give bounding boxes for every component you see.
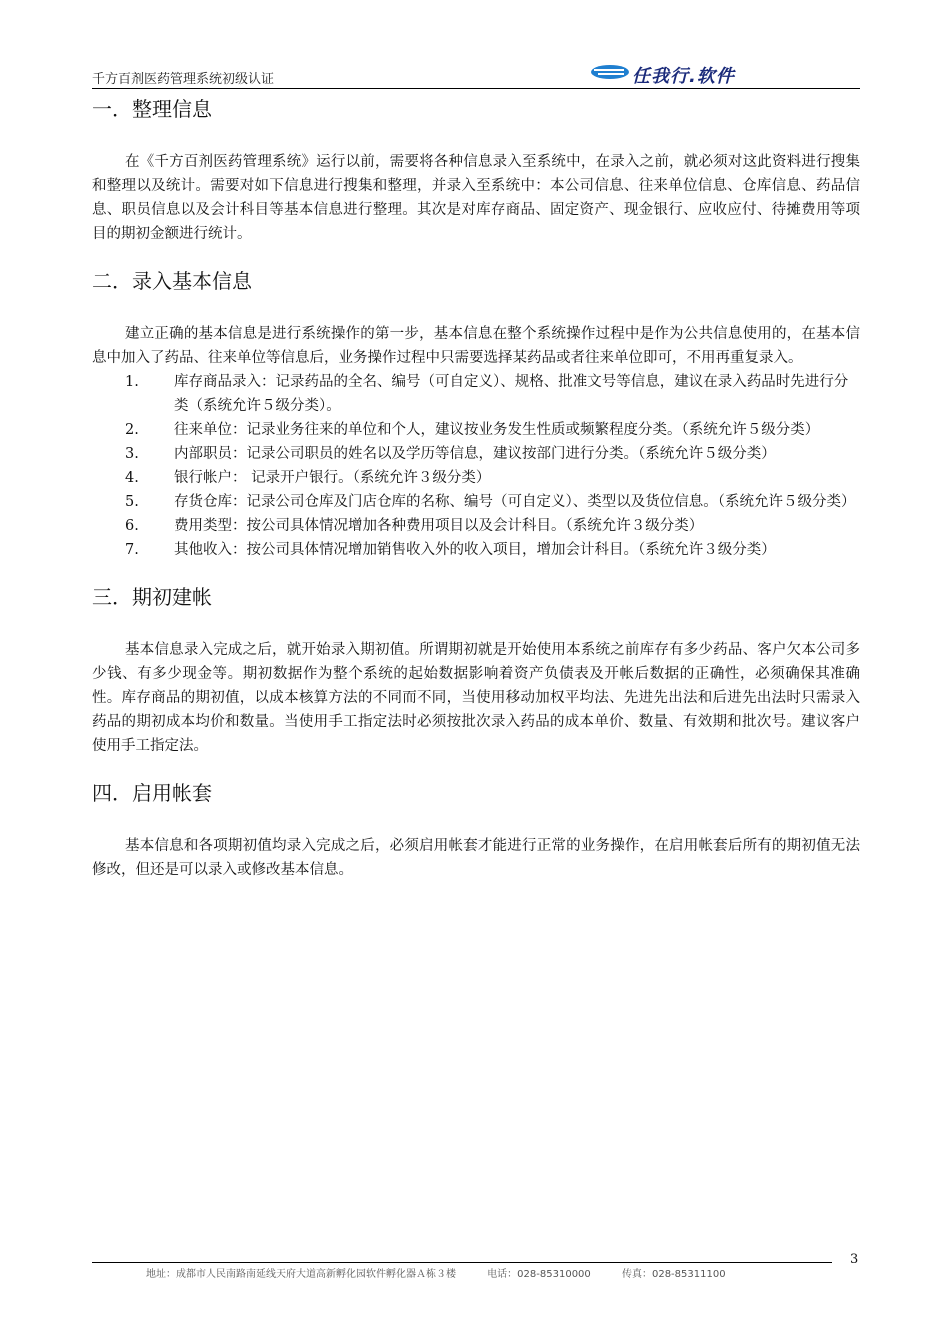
basic-info-list (92, 370, 860, 562)
list-item: 5. 存货仓库：记录公司仓库及门店仓库的名称、编号（可自定义）、类型以及货位信息。（系统允许５级分类） (125, 494, 856, 510)
section-paragraph: 在《千方百剂医药管理系统》运行以前，需要将各种信息录入至系统中，在录入之前，就必须对这此资料进行搜集和整理以及统计。需要对如下信息进行搜集和整理，并录入至系统中：本公司信息、往来单位信息、仓库信息、药品信息、职员信息以及会计科目等基本信息进行整理。其次是对库存商品、固定资产、现金银行、应收应付、待摊费用等项目的期初金额进行统计。 (92, 154, 860, 242)
footer-divider (92, 1262, 832, 1263)
section-title-enable-account: 四．启用帐套 (92, 781, 212, 805)
footer-phone: 电话：028-85310000 (487, 1269, 591, 1280)
page-number: 3 (850, 1252, 859, 1267)
section-paragraph: 基本信息录入完成之后，就开始录入期初值。所谓期初就是开始使用本系统之前库存有多少药品、客户欠本公司多少钱、有多少现金等。期初数据作为整个系统的起始数据影响着资产负债表及开帐后数据的正确性，必须确保其准确性。库存商品的期初值，以成本核算方法的不同而不同，当使用移动加权平均法、先进先出法和后进先出法时只需录入药品的期初成本均价和数量。当使用手工指定法时必须按批次录入药品的成本单价、数量、有效期和批次号。建议客户使用手工指定法。 (92, 642, 860, 754)
section-title-opening-balance: 三．期初建帐 (92, 585, 212, 609)
list-item: 3. 内部职员：记录公司职员的姓名以及学历等信息，建议按部门进行分类。（系统允许５级分类） (125, 446, 776, 462)
list-item: 6. 费用类型：按公司具体情况增加各种费用项目以及会计科目。（系统允许３级分类） (125, 518, 704, 534)
page-header (92, 66, 860, 89)
list-item: 7. 其他收入：按公司具体情况增加销售收入外的收入项目，增加会计科目。（系统允许３级分类） (125, 542, 776, 558)
section-paragraph: 建立正确的基本信息是进行系统操作的第一步，基本信息在整个系统操作过程中是作为公共信息使用的，在基本信息中加入了药品、往来单位等信息后，业务操作过程中只需要选择某药品或者往来单位即可，不用再重复录入。 (92, 326, 860, 366)
list-item: 1. 库存商品录入：记录药品的全名、编号（可自定义）、规格、批准文号等信息，建议在录入药品时先进行分类（系统允许５级分类）。 (125, 374, 849, 414)
header-title: 千方百剂医药管理系统初级认证 (92, 72, 275, 87)
list-item: 4. 银行帐户： 记录开户银行。（系统允许３级分类） (125, 470, 491, 486)
logo-swoosh-icon (590, 64, 630, 80)
list-item: 2. 往来单位：记录业务往来的单位和个人，建议按业务发生性质或频繁程度分类。（系统允许５级分类） (125, 422, 820, 438)
page-footer (146, 1265, 754, 1280)
section-paragraph: 基本信息和各项期初值均录入完成之后，必须启用帐套才能进行正常的业务操作，在启用帐套后所有的期初值无法修改，但还是可以录入或修改基本信息。 (92, 838, 860, 878)
section-title-organize: 一．整理信息 (92, 97, 212, 121)
section-title-basic-info: 二．录入基本信息 (92, 269, 252, 293)
footer-fax: 传真：028-85311100 (621, 1269, 726, 1280)
footer-address: 地址：成都市人民南路南延线天府大道高新孵化园软件孵化器Ａ栋３楼 (146, 1269, 456, 1280)
logo-text: 任我行.软件 (632, 66, 735, 87)
company-logo (590, 62, 760, 86)
document-body (92, 94, 860, 882)
